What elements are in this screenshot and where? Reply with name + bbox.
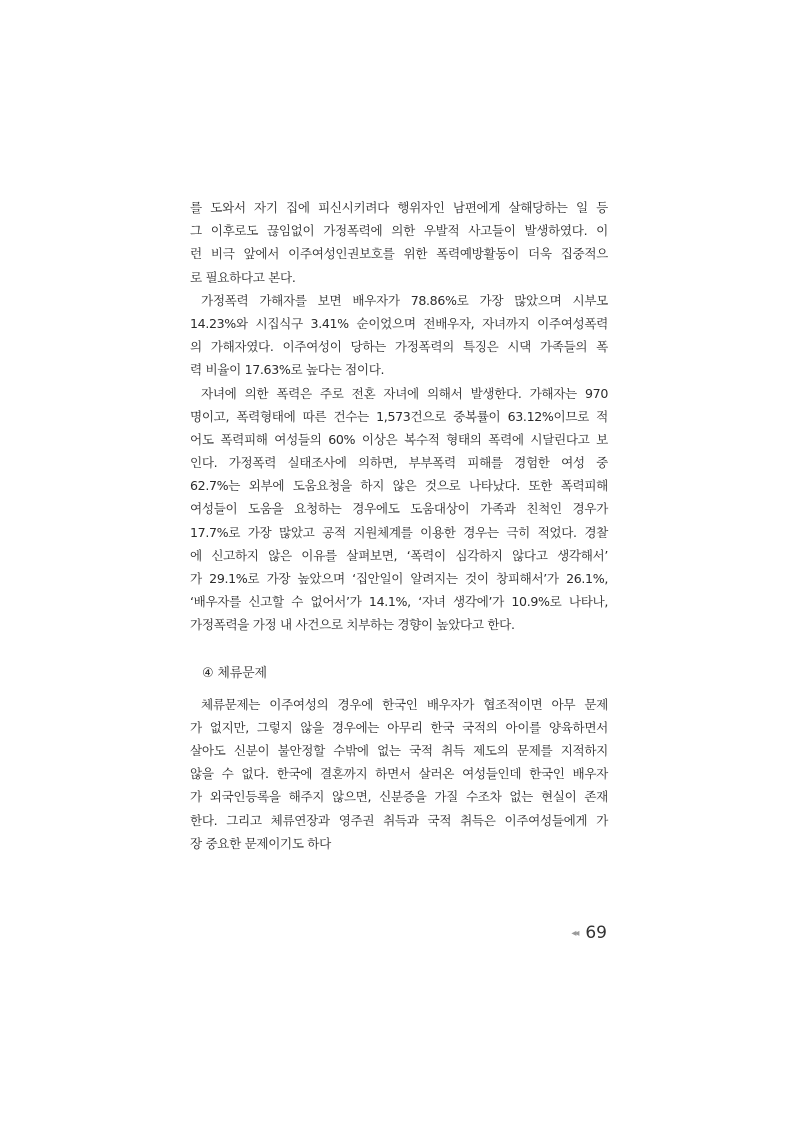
text-line: 체류문제는 이주여성의 경우에 한국인 배우자가 협조적이면 아무 문제: [201, 696, 608, 712]
text-line: 62.7%는 외부에 도움요청을 하지 않은 것으로 나타났다. 또한 폭력피해: [190, 478, 608, 494]
text-line: 로 필요하다고 본다.: [190, 269, 296, 285]
text-line: 가정폭력을 가정 내 사건으로 치부하는 경향이 높았다고 한다.: [190, 617, 515, 633]
paragraph-perpetrators: [190, 289, 608, 382]
text-line: 살아도 신분이 불안정할 수밖에 없는 국적 취득 제도의 문제를 지적하지: [190, 742, 608, 758]
double-arrow-left-icon: ◂◂: [571, 927, 578, 939]
text-line: 여성들이 도움을 요청하는 경우에도 도움대상이 가족과 친척인 경우가: [190, 501, 608, 517]
text-line: 14.23%와 시집식구 3.41% 순이었으며 전배우자, 자녀까지 이주여성폭력: [190, 315, 608, 331]
text-line: 런 비극 앞에서 이주여성인권보호를 위한 폭력예방활동이 더욱 집중적으: [190, 246, 608, 262]
section-heading: ④ 체류문제: [202, 665, 267, 681]
text-line: 명이고, 폭력형태에 따른 건수는 1,573건으로 중복률이 63.12%이므로 적: [190, 408, 608, 424]
paragraph-children-violence: [190, 382, 608, 637]
page-number: 69: [585, 923, 607, 943]
page-footer: [571, 920, 607, 946]
text-line: 자녀에 의한 폭력은 주로 전혼 자녀에 의해서 발생한다. 가해자는 970: [201, 385, 608, 401]
text-line: 어도 폭력피해 여성들의 60% 이상은 복수적 형태의 폭력에 시달린다고 보: [190, 431, 609, 447]
text-line: 인다. 가정폭력 실태조사에 의하면, 부부폭력 피해를 경험한 여성 중: [190, 455, 608, 471]
text-line: 를 도와서 자기 집에 피신시키려다 행위자인 남편에게 살해당하는 일 등: [190, 200, 608, 215]
page-body: [190, 196, 608, 855]
text-line: ‘배우자를 신고할 수 없어서’가 14.1%, ‘자녀 생각에’가 10.9%로 나타나,: [190, 594, 608, 610]
text-line: 가 없지만, 그렇지 않을 경우에는 아무리 한국 국적의 아이를 양육하면서: [190, 719, 608, 735]
text-line: 17.7%로 가장 많았고 공적 지원체계를 이용한 경우는 극히 적었다. 경찰: [190, 524, 608, 540]
text-line: 한다. 그리고 체류연장과 영주권 취득과 국적 취득은 이주여성들에게 가: [190, 812, 608, 828]
text-line: 력 비율이 17.63%로 높다는 점이다.: [190, 362, 385, 378]
text-line: 가 29.1%로 가장 높았으며 ‘집안일이 알려지는 것이 창피해서’가 26.1%,: [190, 571, 608, 586]
paragraph-continuation: [190, 196, 608, 289]
text-line: 그 이후로도 끊임없이 가정폭력에 의한 우발적 사고들이 발생하였다. 이: [190, 223, 608, 239]
text-line: 않을 수 없다. 한국에 결혼까지 하면서 살러온 여성들인데 한국인 배우자: [190, 766, 608, 782]
paragraph-residency: [190, 693, 608, 855]
text-line: 에 신고하지 않은 이유를 살펴보면, ‘폭력이 심각하지 않다고 생각해서’: [190, 547, 608, 563]
text-line: 의 가해자였다. 이주여성이 당하는 가정폭력의 특징은 시댁 가족들의 폭: [190, 339, 608, 355]
text-line: 가 외국인등록을 해주지 않으면, 신분증을 가질 수조차 없는 현실이 존재: [190, 789, 608, 805]
text-line: 가정폭력 가해자를 보면 배우자가 78.86%로 가장 많았으며 시부모: [201, 292, 608, 308]
text-line: 장 중요한 문제이기도 하다: [190, 835, 331, 851]
